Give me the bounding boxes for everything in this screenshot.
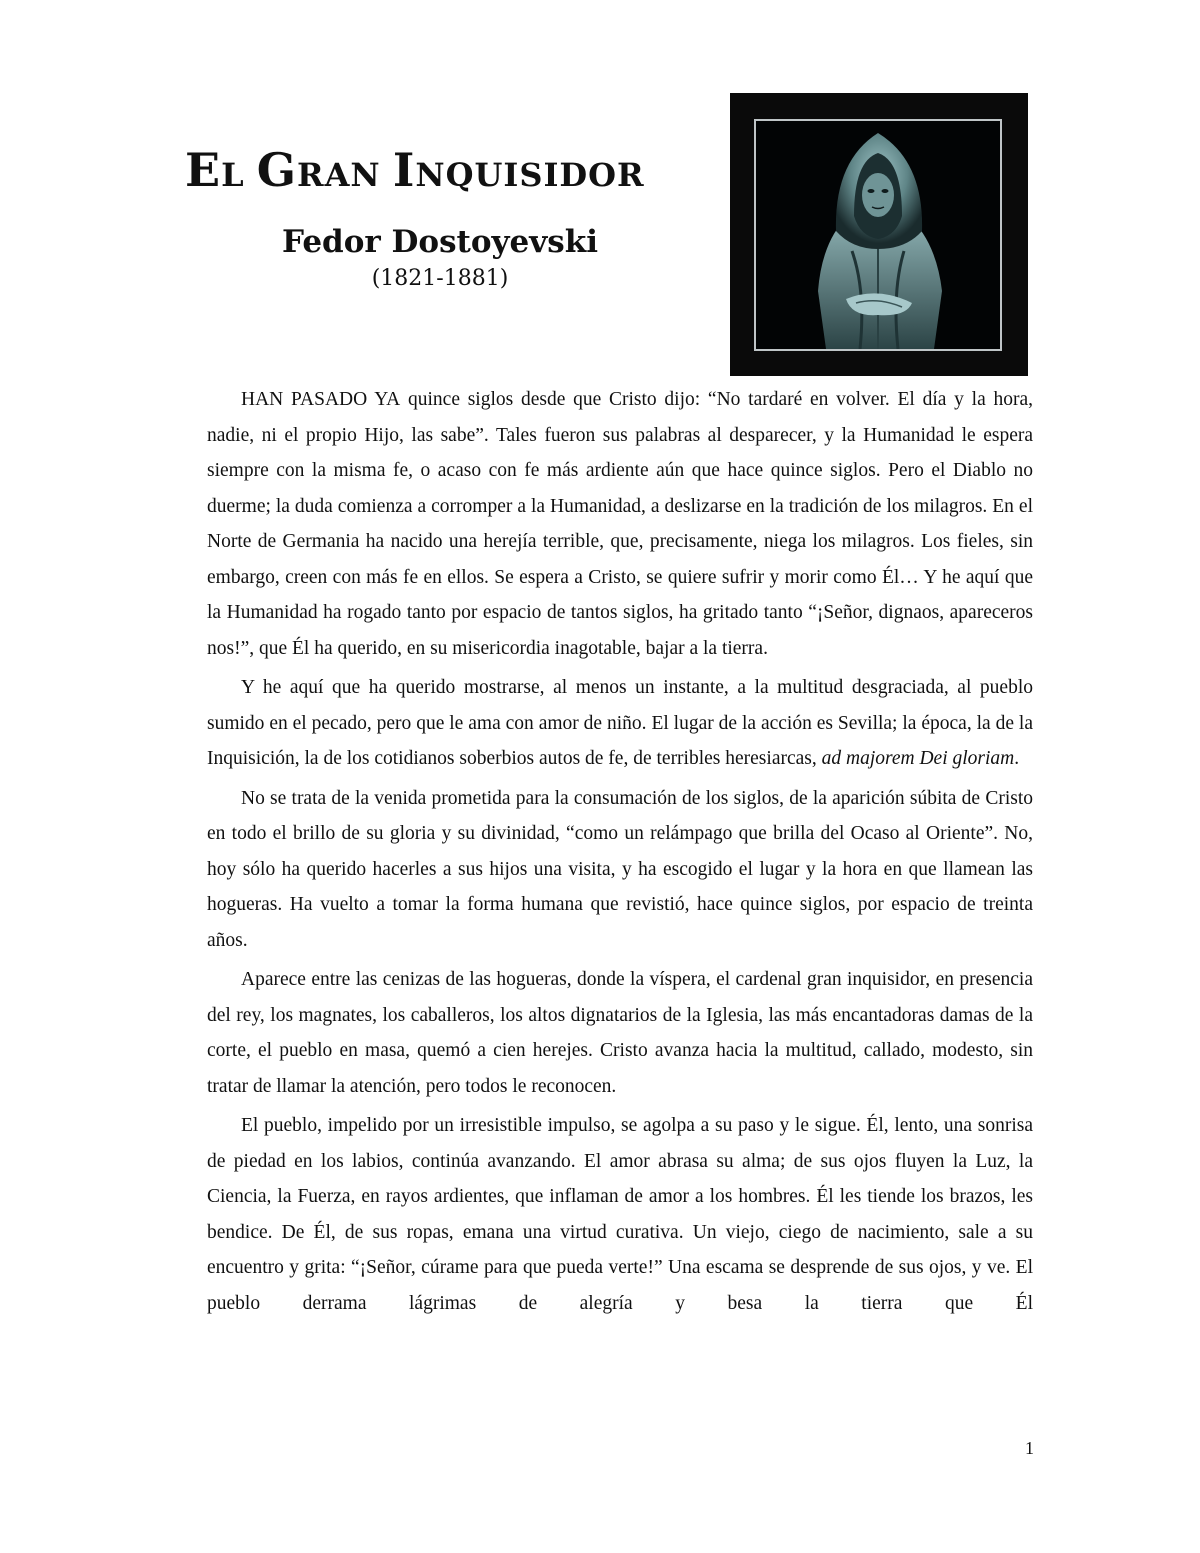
portrait-frame	[730, 93, 1028, 376]
paragraph-2-end: .	[1014, 748, 1020, 769]
title-initial-1: E	[185, 143, 222, 197]
page-number: 1	[1025, 1438, 1034, 1458]
title-initial-3: I	[392, 143, 416, 197]
paragraph-4: Aparece entre las cenizas de las hogueras, donde la víspera, el cardenal gran inquisidor, en presencia del rey, los magnates, los caballeros, los altos dignatarios de la Iglesia, las más encantadoras damas de la corte, el pueblo en masa, quemó a cien herejes. Cristo avanza hacia la multitud, callado, modesto, sin tratar de llamar la atención, pero todos le reconocen.	[207, 969, 1033, 1097]
paragraph-lead: HAN PASADO YA	[241, 389, 401, 410]
body-text	[207, 382, 1033, 1325]
paragraph-1	[207, 382, 1033, 666]
author-dates: (1821-1881)	[371, 266, 509, 291]
author-name: Fedor Dostoyevski	[282, 224, 598, 260]
title-initial-2: G	[256, 143, 297, 197]
paragraph-2-text: Y he aquí que ha querido mostrarse, al menos un instante, a la multitud desgraciada, al pueblo sumido en el pecado, pero que le ama con amor de niño. El lugar de la acción es Sevilla; la época, la de la Inquisición, la de los cotidianos soberbios autos de fe, de terribles heresiarcas,	[207, 677, 1033, 769]
title-rest-1: L	[221, 156, 245, 194]
paragraph-1-text: quince siglos desde que Cristo dijo: “No tardaré en volver. El día y la hora, nadie, ni el propio Hijo, las sabe”. Tales fueron sus palabras al desparecer, y la Humanidad le espera siempre con la misma fe, o acaso con fe más ardiente aún que hace quince siglos. Pero el Diablo no duerme; la duda comienza a corromper a la Humanidad, a deslizarse en la tradición de los milagros. En el Norte de Germania ha nacido una herejía terrible, que, precisamente, niega los milagros. Los fieles, sin embargo, creen con más fe en ellos. Se espera a Cristo, se quiere sufrir y morir como Él… Y he aquí que la Humanidad ha rogado tanto por espacio de tantos siglos, ha gritado tanto “¡Señor, dignaos, apareceros nos!”, que Él ha querido, en su misericordia inagotable, bajar a la tierra.	[207, 389, 1033, 659]
hooded-statue-icon	[756, 121, 1000, 349]
latin-phrase: ad majorem Dei gloriam	[821, 748, 1015, 769]
paragraph-2	[207, 670, 1033, 777]
title-rest-2: RAN	[297, 156, 381, 194]
paragraph-3: No se trata de la venida prometida para la consumación de los siglos, de la aparición súbita de Cristo en todo el brillo de su gloria y su divinidad, “como un relámpago que brilla del Ocaso al Oriente”. No, hoy sólo ha querido hacerles a sus hijos una visita, y ha escogido el lugar y la hora en que llamean las hogueras. Ha vuelto a tomar la forma humana que revistió, hace quince siglos, por espacio de treinta años.	[207, 787, 1033, 951]
paragraph-5: El pueblo, impelido por un irresistible impulso, se agolpa a su paso y le sigue. Él, lento, una sonrisa de piedad en los labios, continúa avanzando. El amor abrasa su alma; de sus ojos fluyen la Luz, la Ciencia, la Fuerza, en rayos ardientes, que inflaman de amor a los hombres. Él les tiende los brazos, les bendice. De Él, de sus ropas, emana una virtud curativa. Un viejo, ciego de nacimiento, sale a su encuentro y grita: “¡Señor, cúrame para que pueda verte!” Una escama se desprende de sus ojos, y ve. El pueblo derrama lágrimas de alegría y besa la tierra que Él	[207, 1115, 1033, 1314]
page-title	[185, 140, 705, 205]
title-rest-3: NQUISIDOR	[415, 156, 645, 194]
hooded-statue-image	[754, 119, 1002, 351]
